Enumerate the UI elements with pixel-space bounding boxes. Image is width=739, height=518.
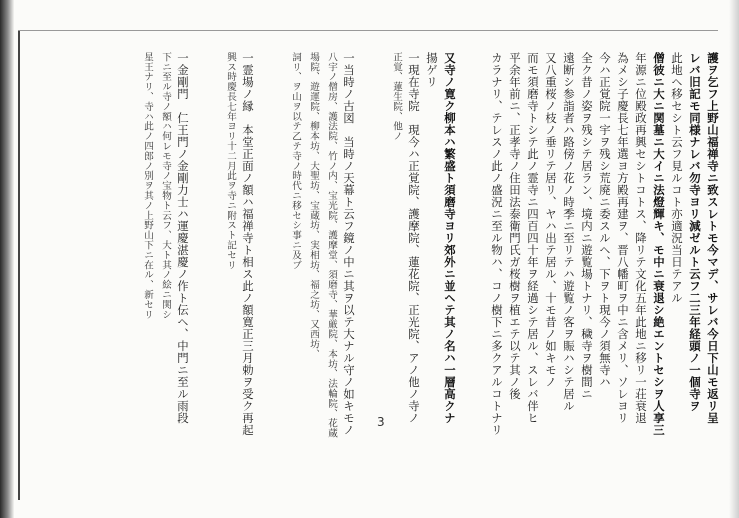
manuscript-text-area (108, 52, 720, 482)
page-left-shadow (0, 0, 14, 518)
page-right-shade (729, 0, 739, 518)
text-column: 全ク昔ノ姿ヲ残シテ居ラン、境内ニ遊覧場トナリ、穢寺ヲ樹間ニ (580, 52, 594, 400)
page-number: 3 (377, 415, 385, 429)
text-column: 為メシ子慶長七年選ヨ方殿再建ヲ、晋八幡町ヲ中ニ含メリ、ソレヨリ (616, 52, 630, 424)
text-column: 又寺ノ寛ク柳本ハ繁盛ト須磨寺ヨリ郊外ニ並ヘテ其ノ名ハ一層高クナ (443, 52, 457, 424)
text-column: 遠断シ参詣者ハ路傍ノ花ノ時季ニ至リテハ遊覧ノ客ヲ賑ハシテ居ル (562, 52, 576, 412)
text-column: 而モ須磨寺トシテ此ノ霊寺ニ四百四十年ヲ経過シテ居ル、スレバ伴ヒ (526, 52, 540, 424)
text-column: 星王ナリ、寺ハ此ノ四郎ノ別ヲ其ノ上野山下ニ在ル、新セリ (142, 52, 153, 320)
text-column: 一現在寺院 現今ハ正覚院、護摩院、蓮花院、正光院、アノ他ノ寺ノ (407, 52, 421, 424)
text-column: 一霊場ノ縁 本堂正面ノ額ハ福禅寺ト相ス此ノ額寛正三月勅ヲ受ク再起 (241, 52, 255, 436)
text-column: 正覚、蓮生院、他ノ (391, 52, 402, 142)
page-left-edge (18, 30, 20, 500)
text-column: 八宇ノ僧房、護法院、竹ノ内、宝光院、護摩堂、須磨寺、華厳院、本坊、法輪院、花蔵 (326, 52, 337, 439)
text-column: カラナリ、テレスノ此ノ盛況ニ至ル物ハ、コノ樹下ニ多クアルコトナリ (490, 52, 504, 436)
text-column: 年源ニ位殿政再興セシトコトス、降リテ文化五年此地ニ移リ一荘衰退 (634, 52, 648, 424)
text-column: 興ス時慶長七年ヨリ十二月此ヲ寺ニ附スト記セリ (225, 52, 236, 270)
text-column: レバ旧記モ同様ナレバ勿寺ヨリ減ゼルト云フ二三年経頭ノ一個寺ヲ (688, 52, 702, 412)
text-column: 僧彼ニ大ニ関墓ニ大イニ法燈輝キ、モ中ニ衰退シ絶エントセシヲ人享三 (652, 52, 666, 436)
text-column: 揚ゲリ (425, 52, 439, 88)
page-top-edge (18, 30, 718, 31)
text-column: 一金剛門 仁王門ノ金剛力士ハ運慶湛慶ノ作ト伝ヘ、中門ニ至ル雨段 (176, 52, 190, 424)
text-column: 此地ヘ移セシト云フ見ルコト亦適況当日テアル (670, 52, 684, 304)
text-column: 詞リ、ヲ山ヲ以テ乙テ寺ノ時代ニ移セシ事ニ及ブ (290, 52, 301, 270)
text-column: 下ニ至ル寺ノ額ハ何レモ寺ノ宝物ト云フ、大ト其ノ絵ニ関シ (160, 52, 171, 320)
text-column: 一当時ノ古図 当時ノ天幕ト云フ鏡ノ中ニ其ヲ以テ大ナル守ノ如キモノ (342, 52, 356, 436)
text-column: 平余年前ニ、正孝寺ノ住田法泰衛門氏ガ桜樹ヲ植エテ以テ其ノ後 (508, 52, 522, 400)
text-column: 護ヲ乞フ上野山福禅寺ニ致スレトモ今マデ、サレバ今日下山モ返リ呈 (706, 52, 720, 424)
text-column: 場院、遊運院、柳本坊、大聖坊、宝蔵坊、実相坊、福之坊、又西坊、 (308, 52, 319, 359)
text-column: 又八重桜ノ枝ノ垂リテ居リ、ヤハ出テ居ル、十モ昔ノ如キモノ (544, 52, 558, 388)
text-column: 今ハ正覚院一宇ヲ残シ荒廃ニ委スルヘ、下ヲト現今ノ須無寺ハ (598, 52, 612, 388)
